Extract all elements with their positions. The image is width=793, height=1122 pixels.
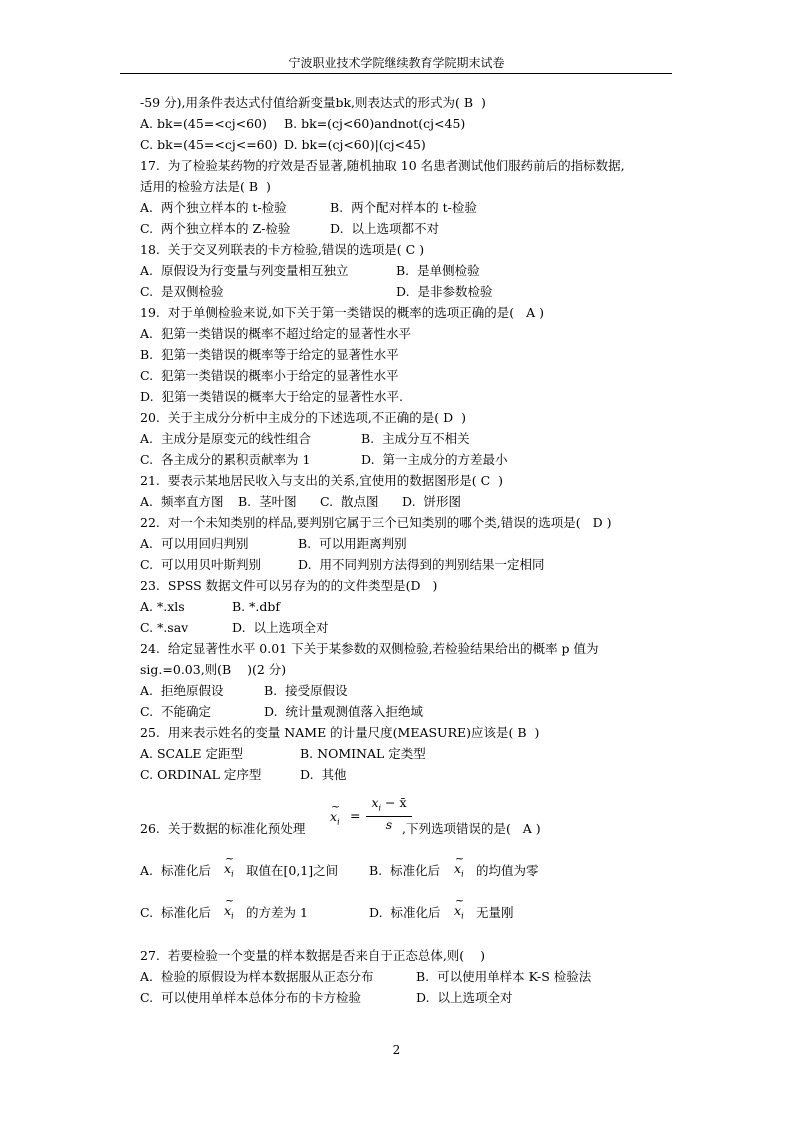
q27-option-c: C. 可以使用单样本总体分布的卡方检验	[140, 990, 362, 1005]
q16-option-d: D. bk=(cj<60)|(cj<45)	[284, 137, 426, 152]
q17-option-b: B. 两个配对样本的 t-检验	[330, 200, 477, 215]
question-23-line1: 23. SPSS 数据文件可以另存为的的文件类型是(D )	[140, 578, 438, 593]
q26-option-b-pre: B. 标准化后	[369, 863, 441, 878]
q21-option-b: B. 茎叶图	[238, 494, 297, 509]
q25-option-d: D. 其他	[300, 767, 347, 782]
q27-option-d: D. 以上选项全对	[416, 990, 513, 1005]
q22-option-c: C. 可以用贝叶斯判别	[140, 557, 262, 572]
q18-option-c: C. 是双侧检验	[140, 284, 224, 299]
formula-lhs: ~ $x_i$	[330, 800, 341, 827]
q26-option-a-symbol: ~ $x_i$	[224, 852, 235, 879]
q26-option-d-pre: D. 标准化后	[369, 905, 441, 920]
q16-option-a: A. bk=(45=<cj<60)	[140, 116, 267, 131]
question-21-line1: 21. 要表示某地居民收入与支出的关系,宜使用的数据图形是( C )	[140, 473, 504, 488]
q17-option-c: C. 两个独立样本的 Z-检验	[140, 221, 291, 236]
q21-option-c: C. 散点图	[320, 494, 379, 509]
q21-option-a: A. 频率直方图	[140, 494, 224, 509]
q23-option-a: A. *.xls	[140, 599, 185, 614]
question-24-line2: sig.=0.03,则(B )(2 分)	[140, 662, 287, 677]
question-18-line1: 18. 关于交叉列联表的卡方检验,错误的选项是( C )	[140, 242, 425, 257]
question-24-line1: 24. 给定显著性水平 0.01 下关于某参数的双侧检验,若检验结果给出的概率 p 值为	[140, 641, 599, 656]
formula-fraction: $\frac{x_i - x̄}{s}$	[366, 795, 412, 832]
question-22-line1: 22. 对一个未知类别的样品,要判别它属于三个已知类别的哪个类,错误的选项是( D )	[140, 515, 612, 530]
question-16-tail: -59 分),用条件表达式付值给新变量bk,则表达式的形式为( B )	[140, 95, 486, 110]
q20-option-a: A. 主成分是原变元的线性组合	[140, 431, 311, 446]
q26-option-d-symbol: ~ $x_i$	[454, 894, 465, 921]
q17-option-d: D. 以上选项都不对	[330, 221, 439, 236]
question-20-line1: 20. 关于主成分分析中主成分的下述选项,不正确的是( D )	[140, 410, 466, 425]
question-17-line1: 17. 为了检验某药物的疗效是否显著,随机抽取 10 名患者测试他们服药前后的指标数据,	[140, 158, 625, 173]
question-17-line2: 适用的检验方法是( B )	[140, 179, 271, 194]
q24-option-b: B. 接受原假设	[264, 683, 348, 698]
q20-option-c: C. 各主成分的累积贡献率为 1	[140, 452, 311, 467]
q23-option-d: D. 以上选项全对	[232, 620, 329, 635]
question-25-line1: 25. 用来表示姓名的变量 NAME 的计量尺度(MEASURE)应该是( B )	[140, 725, 540, 740]
q18-option-d: D. 是非参数检验	[396, 284, 493, 299]
q22-option-a: A. 可以用回归判别	[140, 536, 249, 551]
q26-option-c-post: 的方差为 1	[246, 905, 308, 920]
q26-option-b-post: 的均值为零	[476, 863, 539, 878]
q25-option-c: C. ORDINAL 定序型	[140, 767, 262, 782]
q25-option-a: A. SCALE 定距型	[140, 746, 244, 761]
q26-option-a-pre: A. 标准化后	[140, 863, 211, 878]
q27-option-a: A. 检验的原假设为样本数据服从正态分布	[140, 969, 374, 984]
q26-option-c-pre: C. 标准化后	[140, 905, 212, 920]
q26-option-c-symbol: ~ $x_i$	[224, 894, 235, 921]
q17-option-a: A. 两个独立样本的 t-检验	[140, 200, 287, 215]
q27-option-b: B. 可以使用单样本 K-S 检验法	[416, 969, 592, 984]
q24-option-d: D. 统计量观测值落入拒绝域	[264, 704, 423, 719]
q24-option-a: A. 拒绝原假设	[140, 683, 224, 698]
question-26-prefix: 26. 关于数据的标准化预处理	[140, 821, 306, 836]
q26-option-b-symbol: ~ $x_i$	[454, 852, 465, 879]
q20-option-b: B. 主成分互不相关	[361, 431, 470, 446]
q23-option-c: C. *.sav	[140, 620, 189, 635]
q19-option-d: D. 犯第一类错误的概率大于给定的显著性水平.	[140, 389, 403, 404]
q22-option-d: D. 用不同判别方法得到的判别结果一定相同	[298, 557, 545, 572]
q19-option-c: C. 犯第一类错误的概率小于给定的显著性水平	[140, 368, 399, 383]
q22-option-b: B. 可以用距离判别	[298, 536, 407, 551]
q16-option-c: C. bk=(45=<cj<=60)	[140, 137, 278, 152]
q26-option-d-post: 无量刚	[476, 905, 514, 920]
q21-option-d: D. 饼形图	[402, 494, 461, 509]
question-19-line1: 19. 对于单侧检验来说,如下关于第一类错误的概率的选项正确的是( A )	[140, 305, 544, 320]
q18-option-b: B. 是单侧检验	[396, 263, 480, 278]
q25-option-b: B. NOMINAL 定类型	[300, 746, 426, 761]
question-26-suffix: ,下列选项错误的是( A )	[402, 821, 541, 836]
q24-option-c: C. 不能确定	[140, 704, 212, 719]
standardization-formula: ~ $x_i$ = $\frac{x_i - x̄}{s}$	[328, 795, 418, 841]
q20-option-d: D. 第一主成分的方差最小	[361, 452, 508, 467]
q23-option-b: B. *.dbf	[232, 599, 280, 614]
header-rule	[120, 73, 672, 74]
question-27-line1: 27. 若要检验一个变量的样本数据是否来自于正态总体,则( )	[140, 948, 485, 963]
q19-option-a: A. 犯第一类错误的概率不超过给定的显著性水平	[140, 326, 411, 341]
q19-option-b: B. 犯第一类错误的概率等于给定的显著性水平	[140, 347, 399, 362]
page-header: 宁波职业技术学院继续教育学院期末试卷	[288, 56, 505, 70]
q18-option-a: A. 原假设为行变量与列变量相互独立	[140, 263, 349, 278]
page-number: 2	[392, 1043, 401, 1057]
q16-option-b: B. bk=(cj<60)andnot(cj<45)	[284, 116, 466, 131]
q26-option-a-post: 取值在[0,1]之间	[246, 863, 339, 878]
